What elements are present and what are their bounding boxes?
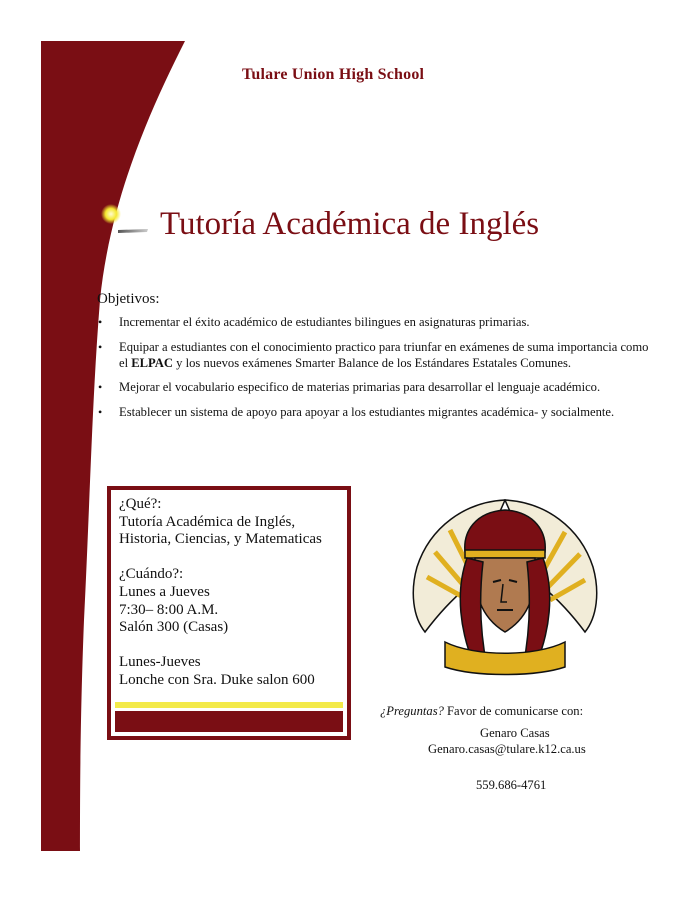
mascot-logo-icon <box>405 492 605 682</box>
what-label: ¿Qué?: <box>119 496 162 512</box>
what-line: Tutoría Académica de Inglés, <box>119 513 296 530</box>
objective-text: y los nuevos exámenes Smarter Balance de los Estándares Estatales Comunes. <box>173 355 571 370</box>
contact-prompt: Favor de comunicarse con: <box>443 704 584 718</box>
page-title: Tutoría Académica de Inglés <box>160 206 540 242</box>
objective-item <box>97 340 657 372</box>
objective-text: Establecer un sistema de apoyo para apoyar a los estudiantes migrantes académica- y socialmente. <box>119 405 615 420</box>
when-room: Salón 300 (Casas) <box>119 619 229 636</box>
when-label: ¿Cuándo?: <box>119 566 184 583</box>
contact-name: Genaro Casas <box>480 726 550 740</box>
questions-label: ¿Preguntas? <box>380 704 444 718</box>
objective-text: Equipar a estudiantes con el conocimiento practico para triunfar en exámenes de suma importancia como el <box>119 339 649 370</box>
school-name: Tulare Union High School <box>242 66 425 83</box>
info-box <box>107 486 351 740</box>
objective-text: Incrementar el éxito académico de estudiantes bilingues en asignaturas primarias. <box>119 315 530 329</box>
objective-item <box>97 380 657 396</box>
objective-item <box>97 315 657 331</box>
lunch-info: Lonche con Sra. Duke salon 600 <box>119 671 315 688</box>
questions-line <box>380 704 583 719</box>
objectives-list <box>97 315 657 430</box>
objective-text: Mejorar el vocabulario especifico de materias primarias para desarrollar el lenguaje académico. <box>119 380 601 395</box>
when-time: 7:30– 8:00 A.M. <box>119 601 219 618</box>
contact-email[interactable]: Genaro.casas@tulare.k12.ca.us <box>428 742 586 756</box>
objective-item <box>97 405 657 421</box>
objective-bold: ELPAC <box>131 355 173 370</box>
what-line: Historia, Ciencias, y Matematicas <box>119 531 322 548</box>
contact-phone[interactable]: 559.686-4761 <box>476 778 547 792</box>
box-maroon-band <box>115 711 343 732</box>
info-box-content <box>119 496 322 690</box>
objectives-heading: Objetivos: <box>97 291 160 307</box>
box-yellow-stripe <box>115 702 343 708</box>
lunch-days: Lunes-Jueves <box>119 654 201 671</box>
when-days: Lunes a Jueves <box>119 583 210 600</box>
